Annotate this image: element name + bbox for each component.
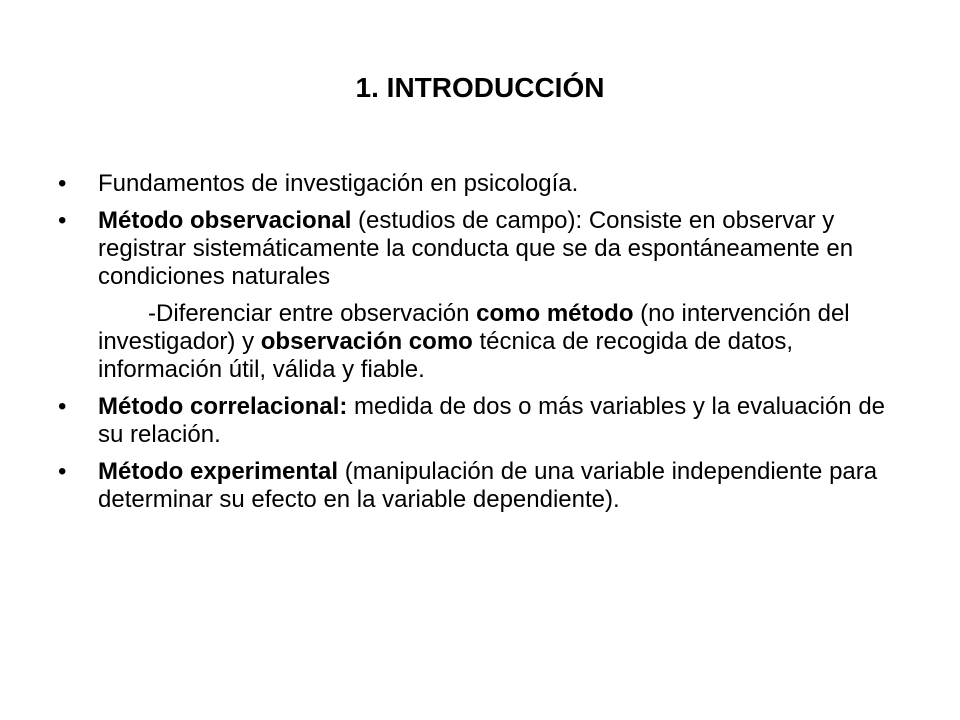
bullet-bold-term: Método correlacional:	[98, 393, 348, 420]
bullet-item-fundamentos	[58, 170, 898, 198]
bullet-icon: •	[58, 458, 67, 485]
bullet-text: (manipulación de una variable independiente para determinar su efecto en la variable dependiente).	[98, 458, 878, 513]
bullet-item-metodo-observacional	[58, 207, 898, 291]
note-text: (no intervención del investigador) y	[98, 300, 850, 355]
bullet-list	[58, 170, 898, 523]
observation-note	[58, 300, 898, 384]
bullet-text: medida de dos o más variables y la evaluación de su relación.	[98, 393, 886, 448]
bullet-text: (estudios de campo): Consiste en observar y registrar sistemáticamente la conducta que se da espontáneamente en condiciones naturales	[98, 207, 854, 290]
note-bold-term: observación como	[260, 328, 473, 355]
bullet-icon: •	[58, 170, 67, 197]
note-bold-term: como método	[476, 300, 634, 327]
note-text: -Diferenciar entre observación	[148, 300, 477, 327]
bullet-icon: •	[58, 393, 67, 420]
bullet-item-metodo-correlacional	[58, 393, 898, 449]
bullet-item-metodo-experimental	[58, 458, 898, 514]
bullet-bold-term: Método experimental	[98, 458, 339, 485]
bullet-icon: •	[58, 207, 67, 234]
bullet-bold-term: Método observacional	[98, 207, 352, 234]
bullet-text: Fundamentos de investigación en psicología.	[98, 170, 579, 197]
slide-title: 1. INTRODUCCIÓN	[355, 72, 605, 103]
note-text: técnica de recogida de datos, información útil, válida y fiable.	[98, 328, 794, 383]
